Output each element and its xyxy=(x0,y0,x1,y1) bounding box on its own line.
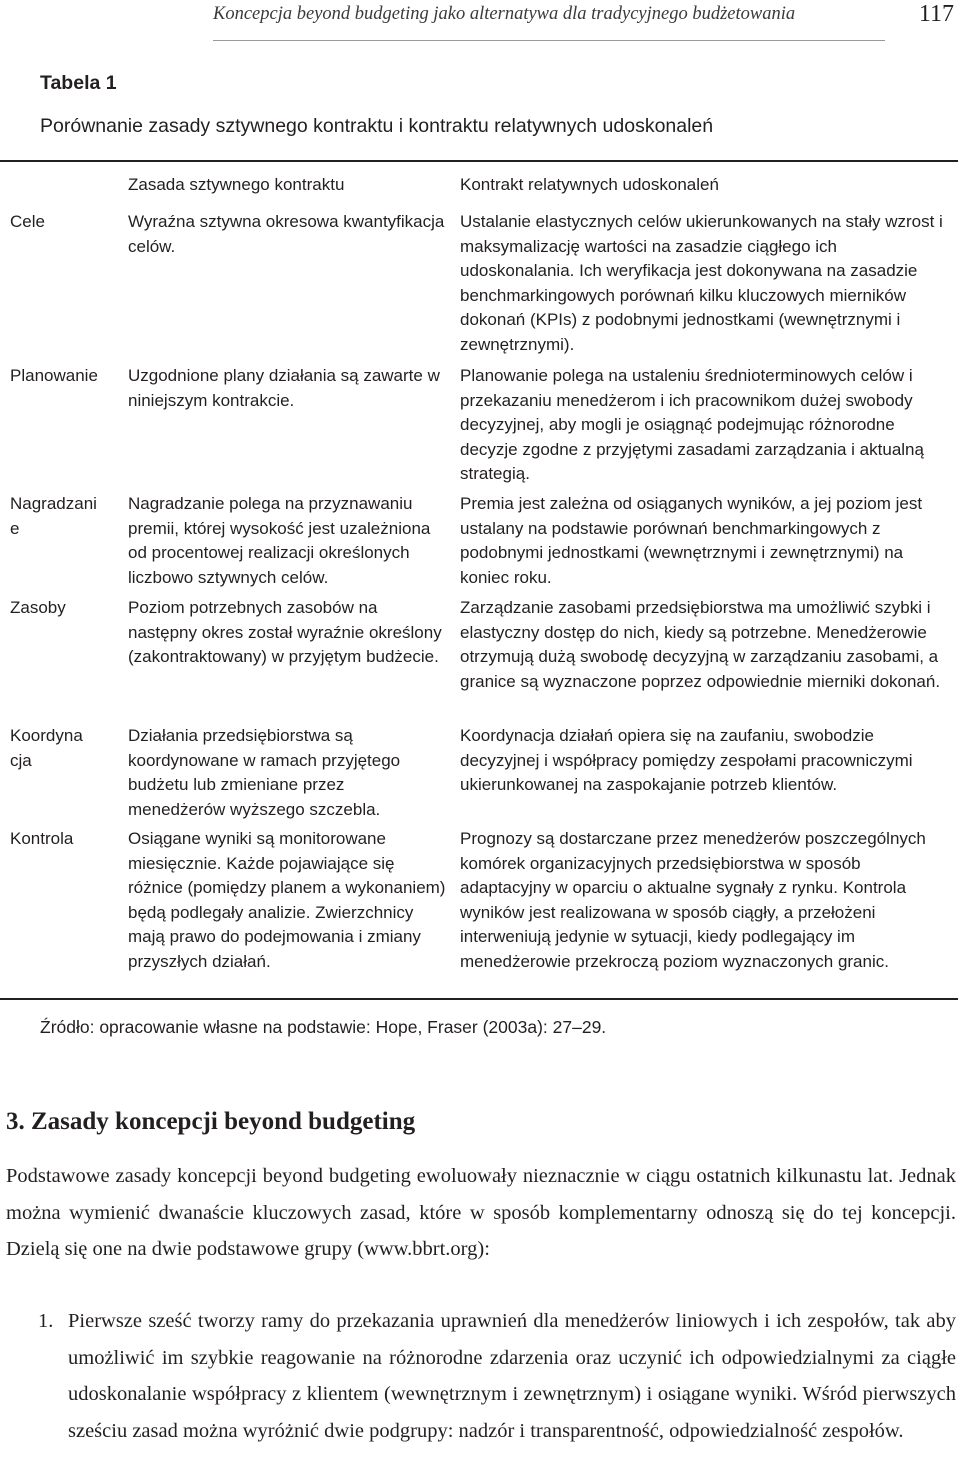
table-top-rule xyxy=(0,160,958,162)
table-source-note: Źródło: opracowanie własne na podstawie: Hope, Fraser (2003a): 27–29. xyxy=(40,1017,607,1037)
cell-nagradzanie-relative: Premia jest zależna od osiąganych wyników, a jej poziom jest ustalany na podstawie porównań benchmarkingowych z podobnymi jednostkami (wewnętrznymi i zewnętrznymi) na koniec roku. xyxy=(460,494,923,587)
list-item-text: Pierwsze sześć tworzy ramy do przekazania uprawnień dla menedżerów liniowych i ich zespołów, tak aby umożliwić im szybkie reagowanie na różnorodne zdarzenia oraz uczynić ich odpowiedzialnymi za ciągłe udoskonalanie współpracy z klientem (wewnętrznym i zewnętrznym) i osiągane wyniki. Wśród pierwszych sześciu zasad można wyróżnić dwie podgrupy: nadzór i transparentność, odpowiedzialność zespołów. xyxy=(68,1310,956,1442)
row-label-kontrola: Kontrola xyxy=(10,829,74,848)
row-label-koordynacja: Koordynacja xyxy=(10,726,83,770)
cell-planowanie-relative: Planowanie polega na ustaleniu średnioterminowych celów i przekazaniu menedżerom i ich pracownikom dużej swobody decyzyjnej, aby mogli je osiągnąć podejmując różnorodne decyzje zgodne z przyjętymi zasadami zarządzania i aktualną strategią. xyxy=(460,366,924,484)
principles-list xyxy=(6,1303,956,1449)
cell-nagradzanie-fixed: Nagradzanie polega na przyznawaniu premii, której wysokość jest uzależniona od procentowej realizacji określonych liczbowo sztywnych celów. xyxy=(128,494,431,587)
row-label-planowanie: Planowanie xyxy=(10,366,98,385)
row-label-zasoby: Zasoby xyxy=(10,598,66,617)
cell-cele-fixed: Wyraźna sztywna okresowa kwantyfikacja celów. xyxy=(128,212,445,256)
page-number: 117 xyxy=(918,1,954,27)
table-caption: Porównanie zasady sztywnego kontraktu i kontraktu relatywnych udoskonaleń xyxy=(40,115,714,137)
cell-planowanie-fixed: Uzgodnione plany działania są zawarte w niniejszym kontrakcie. xyxy=(128,366,440,410)
list-item-number: 1. xyxy=(38,1310,54,1332)
table-label: Tabela 1 xyxy=(40,72,117,94)
cell-kontrola-fixed: Osiągane wyniki są monitorowane miesięcznie. Każde pojawiające się różnice (pomiędzy planem a wykonaniem) będą podlegały analizie. Zwierzchnicy mają prawo do podejmowania i zmiany przyszłych działań. xyxy=(128,829,446,971)
row-label-cele: Cele xyxy=(10,212,45,231)
header-divider xyxy=(213,40,885,41)
column-header-fixed-contract: Zasada sztywnego kontraktu xyxy=(128,175,345,194)
cell-cele-relative: Ustalanie elastycznych celów ukierunkowanych na stały wzrost i maksymalizację wartości na zasadzie ciągłego ich udoskonalania. Ich weryfikacja jest dokonywana na zasadzie benchmarkingowych porównań kilku kluczowych mierników dokonań (KPIs) z podobnymi jednostkami (wewnętrznymi i zewnętrznymi). xyxy=(460,212,943,354)
running-header xyxy=(0,0,960,40)
body-paragraph: Podstawowe zasady koncepcji beyond budgeting ewoluowały nieznacznie w ciągu ostatnich kilkunastu lat. Jednak można wymienić dwanaście kluczowych zasad, które w sposób komplementarny odnoszą się do tej koncepcji. Dzielą się one na dwie podstawowe grupy (www.bbrt.org): xyxy=(6,1165,956,1260)
section-heading: 3. Zasady koncepcji beyond budgeting xyxy=(6,1108,416,1135)
row-label-nagradzanie: Nagradzanie xyxy=(10,494,97,538)
cell-kontrola-relative: Prognozy są dostarczane przez menedżerów poszczególnych komórek organizacyjnych przedsiębiorstwa w sposób adaptacyjny w oparciu o aktualne sygnały z rynku. Kontrola wyników jest realizowana w sposób ciągły, a przełożeni interweniują jedynie w sytuacji, kiedy podlegający im menedżerowie przekroczą poziom wyznaczonych granic. xyxy=(460,829,926,971)
list-item xyxy=(6,1303,956,1449)
column-header-relative-contract: Kontrakt relatywnych udoskonaleń xyxy=(460,175,719,194)
cell-zasoby-relative: Zarządzanie zasobami przedsiębiorstwa ma umożliwić szybki i elastyczny dostęp do nich, kiedy są potrzebne. Menedżerowie otrzymują dużą swobodę decyzyjną w zarządzaniu zasobami, a granice są wyznaczone poprzez odpowiednie mierniki dokonań. xyxy=(460,598,941,691)
running-title: Koncepcja beyond budgeting jako alternatywa dla tradycyjnego budżetowania xyxy=(213,4,796,24)
cell-zasoby-fixed: Poziom potrzebnych zasobów na następny okres został wyraźnie określony (zakontraktowany) w przyjętym budżecie. xyxy=(128,598,442,667)
cell-koordynacja-fixed: Działania przedsiębiorstwa są koordynowane w ramach przyjętego budżetu lub zmieniane przez menedżerów wyższego szczebla. xyxy=(128,726,401,819)
cell-koordynacja-relative: Koordynacja działań opiera się na zaufaniu, swobodzie decyzyjnej i współpracy pomiędzy zespołami pracowniczymi ukierunkowanej na zaspokajanie potrzeb klientów. xyxy=(460,726,913,795)
table-bottom-rule xyxy=(0,998,958,1000)
